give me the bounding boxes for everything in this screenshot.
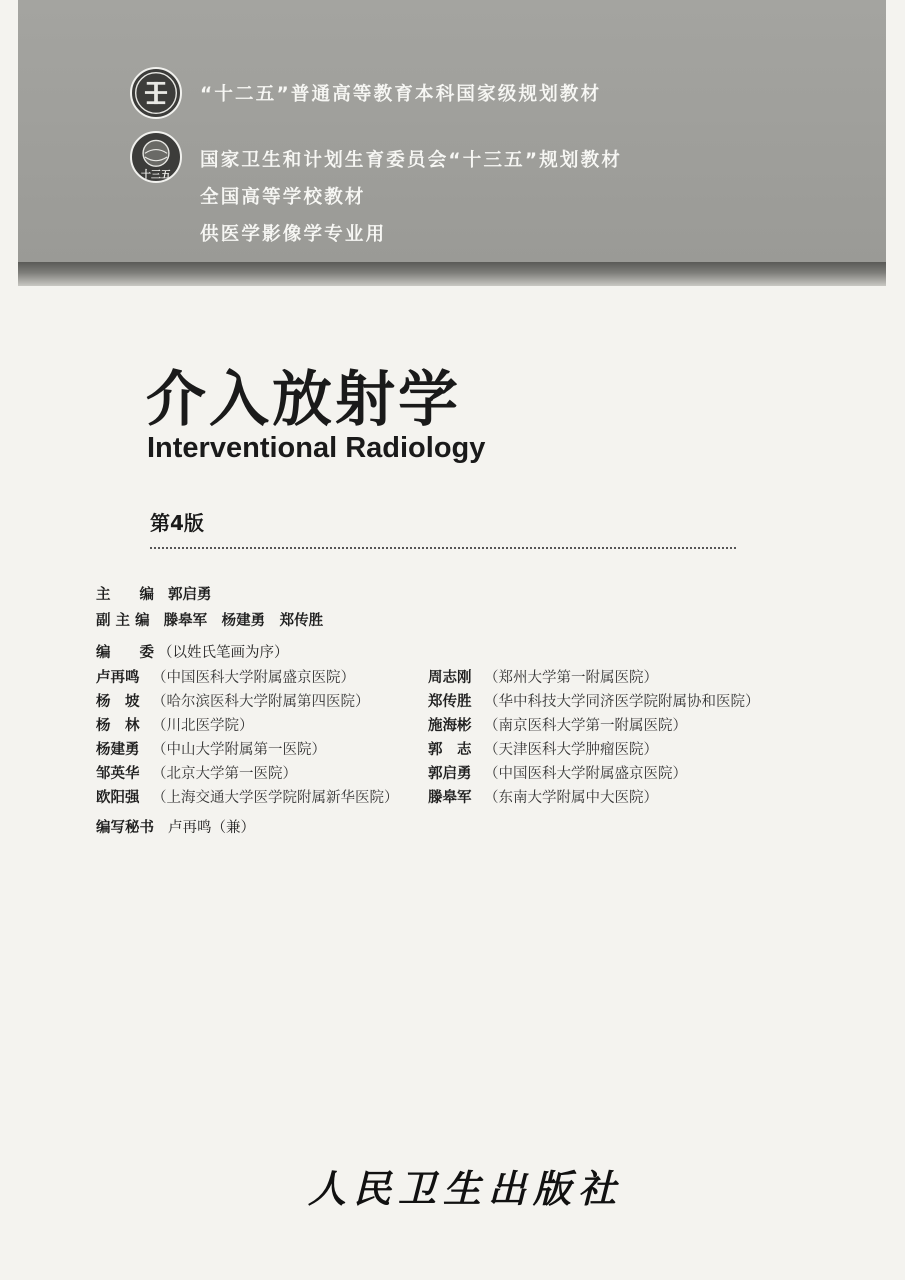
deputy-editor-role: 副 主 编 xyxy=(96,613,150,629)
member-affiliation: （天津医科大学肿瘤医院） xyxy=(484,742,658,758)
member-name: 施海彬 xyxy=(428,718,472,734)
member-affiliation: （东南大学附属中大医院） xyxy=(484,790,658,806)
member-affiliation: （上海交通大学医学院附属新华医院） xyxy=(152,790,399,806)
member-name: 欧阳强 xyxy=(96,790,140,806)
member-name: 卢再鸣 xyxy=(96,670,140,686)
header-line-1: “十二五”普通高等教育本科国家级规划教材 xyxy=(200,84,602,105)
member-name: 周志刚 xyxy=(428,670,472,686)
board-member-row xyxy=(428,666,658,687)
editorial-board-note: （以姓氏笔画为序） xyxy=(158,645,289,661)
header-line-4: 供医学影像学专业用 xyxy=(200,224,387,245)
member-affiliation: （华中科技大学同济医学院附属协和医院） xyxy=(484,694,760,710)
member-affiliation: （北京大学第一医院） xyxy=(152,766,297,782)
member-affiliation: （南京医科大学第一附属医院） xyxy=(484,718,687,734)
member-affiliation: （中国医科大学附属盛京医院） xyxy=(152,670,355,686)
emblem-label: 十三五 xyxy=(141,170,171,181)
secretary-names: 卢再鸣（兼） xyxy=(168,820,255,836)
member-name: 邹英华 xyxy=(96,766,140,782)
member-name: 杨 坡 xyxy=(96,694,140,710)
board-member-row xyxy=(428,690,760,711)
publisher-logo: 人民卫生出版社 xyxy=(308,1166,624,1211)
dotted-divider xyxy=(150,547,736,549)
board-member-row xyxy=(428,738,658,759)
board-member-row xyxy=(428,762,687,783)
board-member-row xyxy=(96,762,297,783)
book-title-cn: 介入放射学 xyxy=(146,365,461,435)
board-member-row xyxy=(96,738,326,759)
deputy-editor-names: 滕皋军 杨建勇 郑传胜 xyxy=(163,613,324,629)
thirteenth-five-year-emblem-icon xyxy=(130,131,182,183)
board-member-row xyxy=(96,690,370,711)
member-affiliation: （郑州大学第一附属医院） xyxy=(484,670,658,686)
board-member-row xyxy=(96,666,355,687)
chief-editor-names: 郭启勇 xyxy=(168,587,212,603)
member-name: 杨 林 xyxy=(96,718,140,734)
secretary-role: 编写秘书 xyxy=(96,820,154,836)
header-line-2: 国家卫生和计划生育委员会“十三五”规划教材 xyxy=(200,150,623,171)
board-member-row xyxy=(428,714,687,735)
member-name: 滕皋军 xyxy=(428,790,472,806)
board-member-row xyxy=(96,714,254,735)
member-affiliation: （中国医科大学附属盛京医院） xyxy=(484,766,687,782)
member-name: 郭 志 xyxy=(428,742,472,758)
editorial-board-role: 编 委 xyxy=(96,645,154,661)
member-name: 杨建勇 xyxy=(96,742,140,758)
twelfth-five-year-emblem-icon xyxy=(130,67,182,119)
board-member-row xyxy=(428,786,658,807)
member-affiliation: （中山大学附属第一医院） xyxy=(152,742,326,758)
editorial-board-line xyxy=(96,641,289,662)
board-member-row xyxy=(96,786,399,807)
member-name: 郭启勇 xyxy=(428,766,472,782)
header-stripe xyxy=(18,262,886,286)
edition-label: 第4版 xyxy=(150,511,204,535)
member-affiliation: （川北医学院） xyxy=(152,718,254,734)
member-affiliation: （哈尔滨医科大学附属第四医院） xyxy=(152,694,370,710)
book-title-en: Interventional Radiology xyxy=(147,432,486,464)
secretary-line xyxy=(96,816,255,837)
member-name: 郑传胜 xyxy=(428,694,472,710)
chief-editor-role: 主 编 xyxy=(96,587,154,603)
header-line-3: 全国高等学校教材 xyxy=(200,187,366,208)
deputy-editor-line xyxy=(96,609,323,630)
chief-editor-line xyxy=(96,583,212,604)
